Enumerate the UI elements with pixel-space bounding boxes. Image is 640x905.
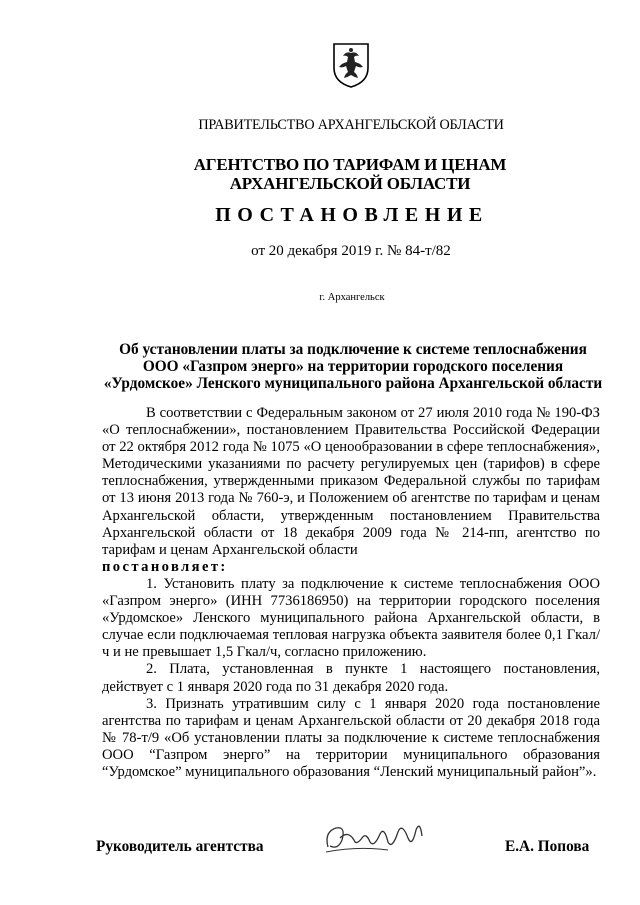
signatory-position: Руководитель агентства (96, 838, 264, 855)
item-3-paragraph: 3. Признать утратившим силу с 1 января 2020 года постановление агентства по тарифам и ценам Архангельской области от 20 декабря 2018 года № 78-т/9 «Об установлении платы за подключение к системе теплоснабжения ООО “Газпром энерго” на территории муниципального образования “Урдомское” муниципального образования “Ленский муниципальный район”». (102, 695, 600, 780)
document-body (102, 405, 600, 781)
agency-name (0, 155, 640, 193)
agency-name-line1: АГЕНТСТВО ПО ТАРИФАМ И ЦЕНАМ (193, 155, 507, 174)
decree-word: постановляет (102, 558, 221, 575)
document-city: г. Архангельск (319, 292, 385, 303)
handwritten-signature (318, 812, 438, 862)
document-subject (0, 341, 640, 392)
item-2-paragraph: 2. Плата, установленная в пункте 1 настоящего постановления, действует с 1 января 2020 года по 31 декабря 2020 года. (102, 661, 600, 695)
decree-line (102, 559, 600, 576)
subject-line1: Об установлении платы за подключение к системе теплоснабжения (119, 341, 587, 358)
decree-colon: : (220, 558, 226, 575)
subject-line2: ООО «Газпром энерго» на территории городского поселения (142, 358, 564, 375)
preamble-paragraph: В соответствии с Федеральным законом от 27 июля 2010 года № 190-ФЗ «О теплоснабжении», постановлением Правительства Российской Федерации от 22 октября 2012 года № 1075 «О ценообразовании в сфере теплоснабжения», Методическими указаниями по расчету регулируемых цен (тарифов) в сфере теплоснабжения, утвержденными приказом Федеральной службы по тарифам от 13 июня 2013 года № 760-э, и Положением об агентстве по тарифам и ценам Архангельской области, утвержденным постановлением Правительства Архангельской области от 18 декабря 2009 года № 214-пп, агентство по тарифам и ценам Архангельской области (102, 405, 600, 558)
coat-of-arms-icon (332, 42, 370, 88)
item-1-paragraph: 1. Установить плату за подключение к системе теплоснабжения ООО «Газпром энерго» (ИНН 7736186950) на территории городского поселения «Урдомское» Ленского муниципального района Архангельской области, в случае если подключаемая тепловая нагрузка объекта заявителя более 0,1 Гкал/ч и не превышает 1,5 Гкал/ч, согласно приложению. (102, 575, 600, 661)
document-date-number: от 20 декабря 2019 г. № 84-т/82 (251, 243, 451, 259)
signatory-name: Е.А. Попова (505, 838, 590, 855)
agency-name-line2: АРХАНГЕЛЬСКОЙ ОБЛАСТИ (229, 174, 471, 193)
document-type: ПОСТАНОВЛЕНИЕ (215, 204, 489, 226)
subject-line3: «Урдомское» Ленского муниципального района Архангельской области (103, 375, 603, 392)
government-name: ПРАВИТЕЛЬСТВО АРХАНГЕЛЬСКОЙ ОБЛАСТИ (198, 117, 504, 133)
